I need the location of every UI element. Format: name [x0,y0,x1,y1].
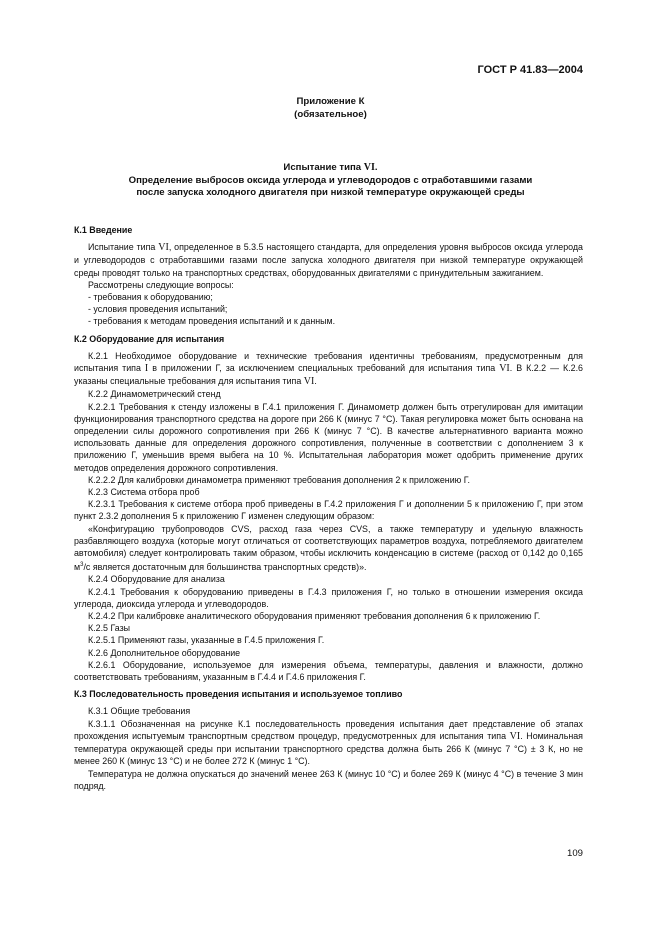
page-number: 109 [566,848,583,859]
paragraph-k2-2-2: К.2.2.2 Для калибровки динамометра применяют требования дополнения 2 к приложению Г. [88,474,470,485]
list-item: - условия проведения испытаний; [88,304,228,315]
section-heading-k1: К.1 Введение [74,225,133,235]
paragraph-k2-6-1: К.2.6.1 Оборудование, используемое для измерения объема, температуры, давления и влажности, должно соответствовать требованиям, указанным в Г.4.4 и Г.4.6 приложения Г. [74,659,583,683]
appendix-title [0,162,661,200]
title-line-2: Определение выбросов оксида углерода и углеводородов с отработавшими газами [128,174,533,186]
quote-paragraph: «Конфигурацию трубопроводов CVS, расход газа через CVS, а также температуру и удельную влажность разбавляющего воздуха (которые могут отличаться от соответствующих параметров воздуха, потребляемого двигателем автомобиля) следует контролировать таким образом, чтобы исключить конденсацию в системе (расход от 0,142 до 0,165 $м^3/с$ является достаточным для большинства транспортных средств)». [74,523,583,573]
main-content [74,224,583,792]
appendix-status: (обязательное) [294,109,367,120]
paragraph-k2-4-1: К.2.4.1 Требования к оборудованию приведены в Г.4.3 приложения Г, но только в отношении измерения оксида углерода, диоксида углерода и углеводородов. [74,586,583,609]
title-line-3: после запуска холодного двигателя при низкой температуре окружающей среды [136,187,525,198]
section-heading-k2: К.2 Оборудование для испытания [74,333,225,344]
appendix-label: Приложение К [296,96,365,107]
list-item: - требования к оборудованию; [88,292,213,303]
roman-numeral: VI [363,162,375,173]
paragraph-k2-1: К.2.1 Необходимое оборудование и технические требования идентичны требованиям, предусмотренным для испытания типа I в приложении Г, за исключением специальных требований для испытания типа VI. В К.2.2 — К.2.6 указаны специальные требования для испытания типа VI. [74,350,583,388]
paragraph-k3-temperature: Температура не должна опускаться до значений менее 263 К (минус 10 °С) и более 269 К (минус 4 °С) в течение 3 мин подряд. [74,768,583,791]
paragraph-k1-questions: Рассмотрены следующие вопросы: [88,279,234,290]
subsection-k3-1: К.3.1 Общие требования [88,706,191,717]
paragraph-k2-3-1: К.2.3.1 Требования к системе отбора проб приведены в Г.4.2 приложения Г и дополнении 5 к приложению Г, при этом пункт 2.3.2 дополнения 5 к приложению Г изменен следующим образом: [74,499,583,522]
title-line-1: Испытание типа VI. [283,162,378,173]
subsection-k2-2: К.2.2 Динамометрический стенд [88,389,221,400]
paragraph-k2-5-1: К.2.5.1 Применяют газы, указанные в Г.4.5 приложения Г. [88,635,325,646]
section-heading-k3: К.3 Последовательность проведения испытания и используемое топливо [74,689,403,700]
paragraph-k3-1-1: К.3.1.1 Обозначенная на рисунке К.1 последовательность проведения испытания дает представление об этапах прохождения испытуемым транспортным средством процедур, предусмотренных для испытания типа VI. Номинальная температура окружающей среды при испытании транспортного средства должна быть 266 К (минус 7 °С) ± 3 К, но не менее 260 К (минус 13 °С) и не более 272 К (минус 1 °С). [74,718,583,767]
list-item: - требования к методам проведения испытаний и к данным. [88,316,336,327]
document-code: ГОСТ Р 41.83—2004 [477,64,583,76]
paragraph-k2-2-1: К.2.2.1 Требования к стенду изложены в Г.4.1 приложения Г. Динамометр должен быть отрегулирован для имитации функционирования транспортного средства на дороге при 266 К (минус 7 °С). Такая регулировка может быть основана на определении силы дорожного сопротивления при 266 К (минус 7 °С). В качестве альтернативного варианта можно использовать данные для определения дорожного сопротивления, полученные в соответствии с дополнением 3 к приложению Г, уменьшив время выбега на 10 %. Испытательная лаборатория может одобрить применение других методов определения дорожного сопротивления. [74,401,583,473]
paragraph-k2-4-2: К.2.4.2 При калибровке аналитического оборудования применяют требования дополнения 6 к приложению Г. [88,611,541,622]
paragraph-k1-intro: Испытание типа VI, определенное в 5.3.5 настоящего стандарта, для определения уровня выбросов оксида углерода и углеводородов с отработавшими газами после запуска холодного двигателя при низкой температуре окружающей среды проводят только на транспортных средствах, оборудованных двигателями с принудительным зажиганием. [74,242,583,278]
subsection-k2-5: К.2.5 Газы [88,623,131,634]
appendix-heading [0,95,661,121]
subsection-k2-6: К.2.6 Дополнительное оборудование [88,647,241,658]
subsection-k2-4: К.2.4 Оборудование для анализа [88,574,225,585]
subsection-k2-3: К.2.3 Система отбора проб [88,487,200,498]
